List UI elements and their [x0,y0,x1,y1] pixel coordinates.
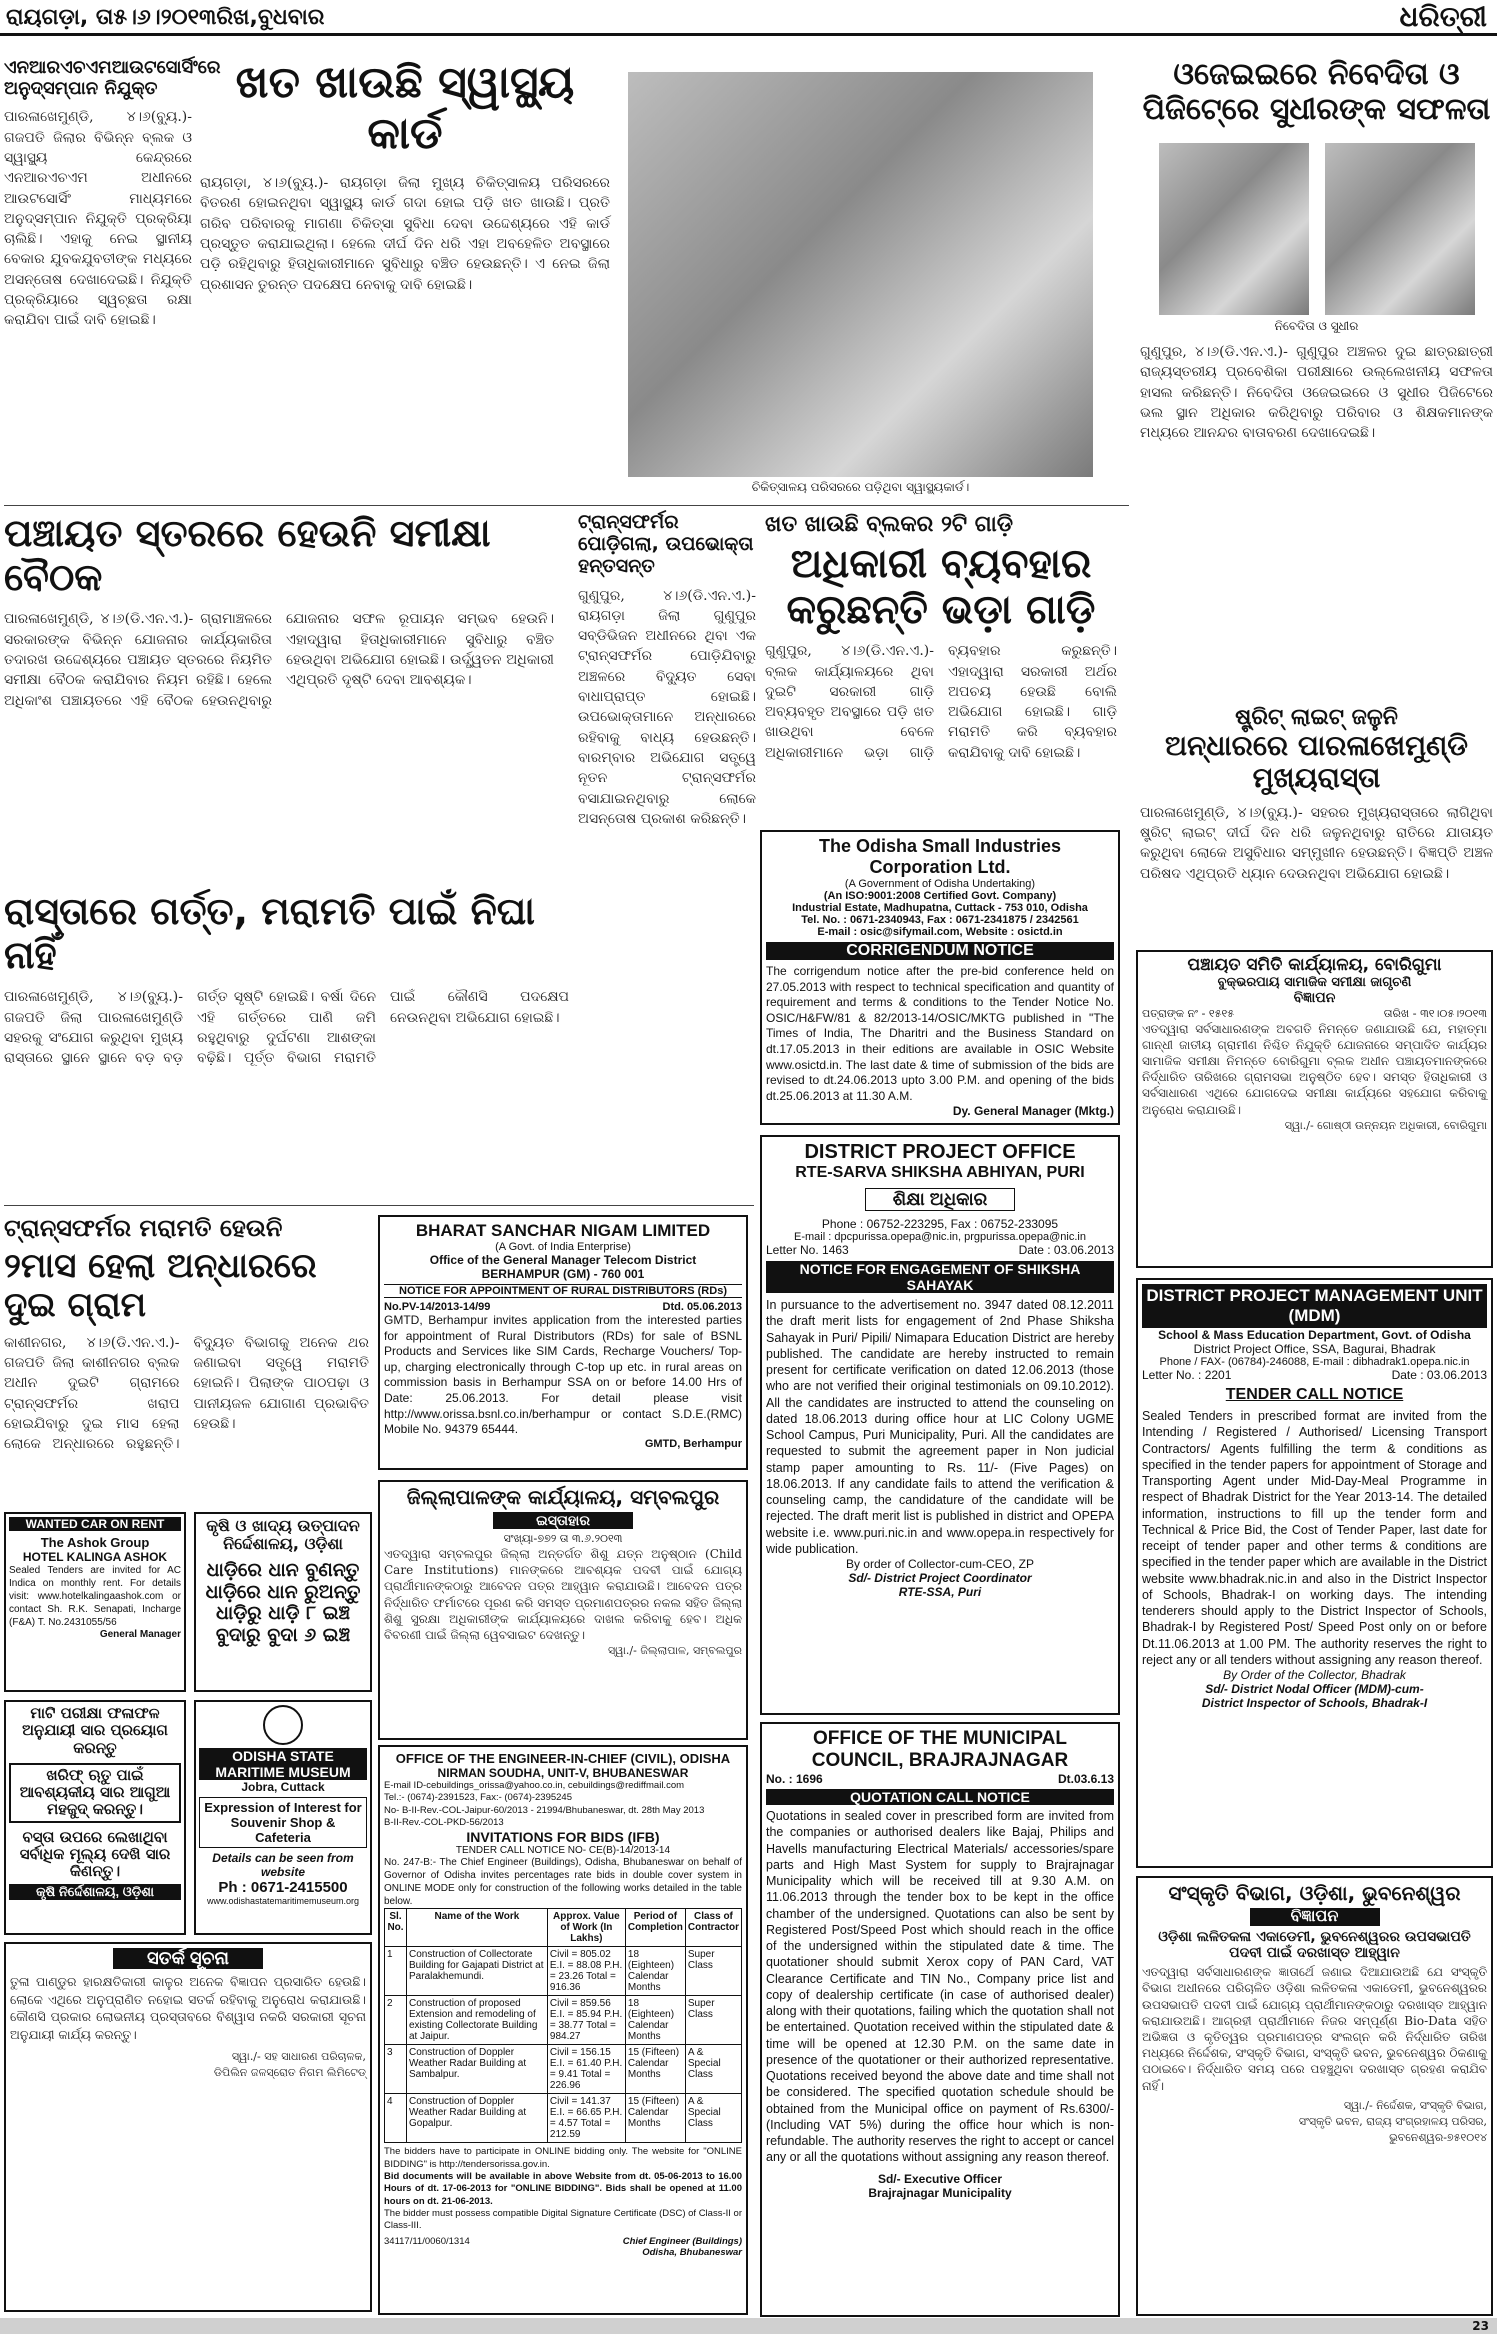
osic-title: The Odisha Small Industries Corporation Ltd. [818,836,1062,877]
ad-sambalpur [378,1480,748,1740]
health-card-caption: ଚିକିତ୍ସାଳୟ ପରିସରରେ ପଡ଼ିଥିବା ସ୍ୱାସ୍ଥ୍ୟକାର୍ଡ। [751,480,970,494]
mdm-body: Sealed Tenders in prescribed format are invited from the Intending / Registered / Authorised/ Licensing Transport Contractors/ Agents fulfilling the term & conditions as specified in the tender papers for appointment of Storage and Transporting Agent under Mid-Day-Meal Programme in respect of Bhadrak District for the Year 2013-14. The detailed information, instructions to fill up the tender form and Technical & Price Bid, the Cost of Tender Paper, last date for receipt of tender paper and other terms & conditions are specified in the tender paper which are available in the District website www.bhadrak.nic.in and also in the District Inspector of Schools, Bhadrak-I on working days. The intending tenderers should apply to the District Inspector of Schools, Bhadrak-I by Registered Post/ Speed Post only on or before Dt.11.06.2013 at 1.00 PM. The authority reserves the right to reject any or all tenders without assigning any reason thereof. [1142,1409,1487,1667]
mdm-date: Date : 03.06.2013 [1391,1368,1487,1382]
eic-sign1: Chief Engineer (Buildings) [622,2235,742,2247]
ad-agri [194,1512,372,1692]
mdm-title: DISTRICT PROJECT MANAGEMENT UNIT (MDM) [1142,1284,1487,1328]
table-cell: A & Special Class [685,2045,741,2094]
table-cell: Construction of Doppler Weather Radar Building at Gopalpur. [407,2094,548,2143]
sambalpur-body: ଏତଦ୍ୱାରା ସମ୍ବଲପୁର ଜିଲ୍ଲା ଅନ୍ତର୍ଗତ ଶିଶୁ ଯତ୍ନ ଅନୁଷ୍ଠାନ (Child Care Institutions) ମାନଙ୍କରେ ଆବଶ୍ୟକ ପଦବୀ ପାଇଁ ଯୋଗ୍ୟ ପ୍ରାର୍ଥୀମାନଙ୍କଠାରୁ ଆବେଦନ ପତ୍ର ଆହ୍ୱାନ କରାଯାଉଛି। ଆବେଦନ ପତ୍ର ନିର୍ଦ୍ଧାରିତ ଫର୍ମାଟରେ ପୂରଣ କରି ସମସ୍ତ ପ୍ରମାଣପତ୍ରର ନକଲ ସହିତ ଜିଲ୍ଲା ଶିଶୁ ସୁରକ୍ଷା ଅଧିକାରୀଙ୍କ କାର୍ଯ୍ୟାଳୟରେ ଦାଖଲ କରିବାକୁ ହେବ। ଅଧିକ ବିବରଣୀ ପାଇଁ ଜିଲ୍ଲା ୱେବସାଇଟ ଦେଖନ୍ତୁ। [384,1547,742,1642]
story-block-car-body: ଗୁଣୁପୁର, ୪।୬(ଡି.ଏନ.ଏ.)- ବ୍ଲକ କାର୍ଯ୍ୟାଳୟରେ ଥିବା ଦୁଇଟି ସରକାରୀ ଗାଡ଼ି ଅବ୍ୟବହୃତ ଅବସ୍ଥାରେ ପଡ଼ି ଖତ ଖାଉଥିବା ବେଳେ ଅଧିକାରୀମାନେ ଭଡ଼ା ଗାଡ଼ି ବ୍ୟବହାର କରୁଛନ୍ତି। ଏହାଦ୍ୱାରା ସରକାରୀ ଅର୍ଥର ଅପଚୟ ହେଉଛି ବୋଲି ଅଭିଯୋଗ ହୋଇଛି। ଗାଡ଼ି ମରାମତି କରି ବ୍ୟବହାର କରାଯିବାକୁ ଦାବି ହୋଇଛି। [765,643,1117,761]
car-body: Sealed Tenders are invited for AC Indica on monthly rent. For details visit: www.hotelkalingaashok.com or contact Sh. R.K. Senapati, Incharge (F&A) T. No.2431055/56 [9,1565,181,1628]
boriguma-label: ବିଜ୍ଞାପନ [1293,990,1336,1007]
story-transformer-headline: ଟ୍ରାନ୍ସଫର୍ମର ପୋଡ଼ିଗଲା, ଉପଭୋକ୍ତା ହନ୍ତସନ୍ତ [578,511,754,577]
eic-code: 34117/11/0060/1314 [384,2235,470,2247]
soil-line1: ଖରିଫ୍ ଋତୁ ପାଇଁ ଆବଶ୍ୟକୀୟ ସାର ଆଗୁଆ ମହଜୁଦ୍ କରନ୍ତୁ। [9,1763,181,1823]
osic-sub1: (A Government of Odisha Undertaking) [844,878,1036,890]
boriguma-date: ତାରିଖ - ୩୧।୦୫।୨୦୧୩ [1383,1006,1487,1020]
municipal-body: Quotations in sealed cover in prescribed form are invited from the companies or authorised dealers like Bajaj, Philips and Havells manufacturing Electrical Materials/ accessories/spare parts and High Mast System for supply to Brajrajnagar Municipality which will be received till at 9.30 A.M. on 11.06.2013 through the tender box to be kept in the office chamber of the undersigned. Quotations can also be sent by Registered Post/Speed Post which should reach in the office of the undersigned within the stipulated date & time. The quotationer should submit Xerox copy of PAN Card, VAT Clearance Certificate and TIN No., Company price list and copy of dealership certificate (in case of authorised dealer) along with their quotations, failing which the quotation shall not be entertained. Quotation received within the stipulated date & time will be opened at 12.30 P.M. on the same date in presence of the quotationer or their authorized representative. Quotations received beyond the above date and time shall not be considered. The specified quotation schedule should be obtained from the Municipal office on payment of Rs.6300/- (Including VAT 5%) during the office hour which is non-refundable. The authority reserves the right to accept or cancel any or all the quotations without assigning any reason thereof. [766,1809,1114,2165]
museum-eoi: Expression of Interest for Souvenir Shop & Cafeteria [199,1797,367,1848]
eic-tel: Tel.:- (0674)-2391523, Fax:- (0674)-2395245 [384,1792,573,1804]
dpo-email: E-mail : dpcpurissa.opepa@nic.in, prgpurissa.opepa@nic.in [794,1231,1086,1243]
ad-dpo-puri [760,1135,1120,1715]
mdm-dept: School & Mass Education Department, Govt. of Odisha [1158,1328,1471,1342]
boriguma-sub: ବୁକ୍‌ଭରପାୟ ସାମାଜିକ ସମୀକ୍ଷା ଜାଗୃଚଣି [1217,974,1412,990]
sambalpur-title: ଜିଲ୍ଲାପାଳଙ୍କ କାର୍ଯ୍ୟାଳୟ, ସମ୍ବଲପୁର [406,1485,720,1509]
table-cell: 18 (Eighteen) Calendar Months [625,1947,685,1996]
museum-title: ODISHA STATE MARITIME MUSEUM [199,1748,367,1780]
story-village-body: କାଶୀନଗର, ୪।୬(ଡି.ଏନ.ଏ.)- ଗଜପତି ଜିଲା କାଶୀନଗର ବ୍ଲକ ଅଧୀନ ଦୁଇଟି ଗ୍ରାମରେ ଟ୍ରାନ୍ସଫର୍ମର ଖରାପ ହୋଇଯିବାରୁ ଦୁଇ ମାସ ହେଲା ଲୋକେ ଅନ୍ଧାରରେ ରହୁଛନ୍ତି। ବିଦ୍ୟୁତ ବିଭାଗକୁ ଅନେକ ଥର ଜଣାଇବା ସତ୍ତ୍ୱେ ମରାମତି ହୋଇନି। ପିଲାଙ୍କ ପାଠପଢ଼ା ଓ ପାନୀୟଜଳ ଯୋଗାଣ ପ୍ରଭାବିତ ହେଉଛି। [4,1334,369,1453]
museum-place: Jobra, Cuttack [241,1780,325,1794]
eic-ref2: B-II-Rev.-COL-PKD-56/2013 [384,1817,504,1829]
students-caption: ନିବେଦିତା ଓ ସୁଧୀର [1274,319,1359,333]
story-nrhm-headline: ଏନଆରଏଚଏମଆଉଟସୋର୍ସିଂରେ ଅନୁଦ୍‌ସମ୍ପାନ ନିଯୁକ୍ତ [4,57,221,99]
soil-line2: ବସ୍ତା ଉପରେ ଲେଖାଥିବା ସର୍ବାଧିକ ମୂଲ୍ୟ ଦେଖି ସାର କିଣନ୍ତୁ। [19,1827,171,1880]
table-row [385,1947,742,1996]
caution-headline: ସତର୍କ ସୂଚନା [113,1948,263,1969]
story-ojee [1140,58,1493,698]
dateline: ରାୟଗଡ଼ା, ତା୫।୬।୨୦୧୩ରିଖ,ବୁଧବାର [6,5,325,30]
ad-boriguma [1136,950,1493,1268]
ad-osic [760,830,1120,1125]
osic-tel: Tel. No. : 0671-2340943, Fax : 0671-2341875 / 2342561 [801,914,1079,926]
boriguma-ref: ପତ୍ରାଙ୍କ ନଂ - ୧୫୧୫ [1142,1006,1235,1020]
bsnl-body: GMTD, Berhampur invites application from the interested parties for appointment of Rural Distributors (RDs) for sale of BSNL Products and Services like SIM Cards, Recharge Vouchers/ Top-up, charging electronically through C-top up etc. in rural areas on commission basis in Berhampur SSA on or before 14.00 Hrs of Date: 25.06.2013. For detail please visit http://www.orissa.bsnl.co.in/berhampur or contact S.D.E.(RMC) Mobile No. 94379 65444. [384,1313,742,1437]
ad-culture [1136,1876,1493,2316]
table-cell: Super Class [685,1996,741,2045]
municipal-date: Dt.03.6.13 [1057,1772,1114,1786]
page-number: 23 [1472,2319,1489,2333]
soil-headline: ମାଟି ପରୀକ୍ଷା ଫଳାଫଳ ଅନୁଯାୟୀ ସାର ପ୍ରୟୋଗ କରନ୍ତୁ [22,1704,168,1757]
table-row [385,1996,742,2045]
osic-notice-title: CORRIGENDUM NOTICE [766,942,1114,960]
culture-label: ବିଜ୍ଞାପନ [1250,1908,1380,1926]
boriguma-body: ଏତଦ୍ୱାରା ସର୍ବସାଧାରଣଙ୍କ ଅବଗତି ନିମନ୍ତେ ଜଣାଯାଉଛି ଯେ, ମହାତ୍ମା ଗାନ୍ଧୀ ଜାତୀୟ ଗ୍ରାମୀଣ ନିଶ୍ଚିତ ନିଯୁକ୍ତି ଯୋଜନାରେ ସମ୍ପାଦିତ କାର୍ଯ୍ୟର ସାମାଜିକ ସମୀକ୍ଷା ନିମନ୍ତେ ବୋରିଗୁମା ବ୍ଲକ ଅଧୀନ ପଞ୍ଚାୟତମାନଙ୍କରେ ନିର୍ଦ୍ଧାରିତ ତାରିଖରେ ଗ୍ରାମସଭା ଅନୁଷ୍ଠିତ ହେବ। ସମସ୍ତ ହିତାଧିକାରୀ ଓ ସର୍ବସାଧାରଣ ଏଥିରେ ଯୋଗଦେଇ ସମୀକ୍ଷା କାର୍ଯ୍ୟରେ ସହଯୋଗ କରିବାକୁ ଅନୁରୋଧ କରାଯାଉଛି। [1142,1021,1487,1117]
mdm-letter: Letter No. : 2201 [1142,1368,1232,1382]
osic-address: Industrial Estate, Madhupatna, Cuttack - 753 010, Odisha [792,902,1088,914]
caution-sign1: ସ୍ୱା./- ସହ ସାଧାରଣ ପରିଚାଳକ, [231,2050,366,2063]
museum-phone: Ph : 0671-2415500 [218,1879,348,1896]
caution-sign2: ଡିପିଲିନ ଜଳସ୍ରୋତ ନିଗମ ଲିମିଟେଡ୍ [213,2065,366,2079]
municipal-sign1: Sd/- Executive Officer [877,2171,1003,2186]
agri-body: ଧାଡ଼ିରେ ଧାନ ବୁଣନ୍ତୁ ଧାଡ଼ିରେ ଧାନ ରୁଅନ୍ତୁ ଧାଡ଼ିରୁ ଧାଡ଼ି ୮ ଇଞ୍ଚ ବୁଦାରୁ ବୁଦା ୬ ଇଞ୍ଚ [205,1558,361,1647]
dpo-order: By order of Collector-cum-CEO, ZP [845,1557,1035,1571]
story-streetlight-headline: ଅନ୍ଧାରରେ ପାରଳାଖେମୁଣ୍ଡି ମୁଖ୍ୟରାସ୍ତା [1164,729,1469,795]
story-road-headline: ରାସ୍ତାରେ ଗର୍ତ୍ତ, ମରାମତି ପାଇଁ ନିଘା ନାହିଁ [4,889,535,977]
car-title: WANTED CAR ON RENT [9,1517,181,1531]
soil-footer: କୃଷି ନିର୍ଦ୍ଦେଶାଳୟ, ଓଡ଼ିଶା [9,1884,181,1900]
health-card-photo [628,72,1093,477]
story-ojee-body: ଗୁଣୁପୁର, ୪।୬(ଡି.ଏନ.ଏ.)- ଗୁଣୁପୁର ଅଞ୍ଚଳର ଦୁଇ ଛାତ୍ରଛାତ୍ରୀ ରାଜ୍ୟସ୍ତରୀୟ ପ୍ରବେଶିକା ପରୀକ୍ଷାରେ ଉଲ୍ଲେଖନୀୟ ସଫଳତା ହାସଲ କରିଛନ୍ତି। ନିବେଦିତା ଓଜେଇଇରେ ଓ ସୁଧୀର ପିଜିଟେରେ ଭଲ ସ୍ଥାନ ଅଧିକାର କରିଥିବାରୁ ପରିବାର ଓ ଶିକ୍ଷକମାନଙ୍କ ମଧ୍ୟରେ ଆନନ୍ଦର ବାତାବରଣ ଦେଖାଦେଇଛି। [1140,344,1493,442]
eic-col-header: Approx. Value of Work (In Lakhs) [547,1909,625,1947]
municipal-title: OFFICE OF THE MUNICIPAL COUNCIL, BRAJRAJNAGAR [811,1728,1069,1771]
caution-body: ତୁଳା ପାଣ୍ଡୁର ହାରକ୍ଷତିକାରୀ କାଳୁର ଅନେକ ବିଜ୍ଞାପନ ପ୍ରସାରିତ ହେଉଛି। ଲୋକେ ଏଥିରେ ଅନୁପ୍ରାଣିତ ନହୋଇ ସତର୍କ ରହିବାକୁ ଅନୁରୋଧ କରାଯାଉଛି। କୌଣସି ପ୍ରକାର ଲୋଭନୀୟ ପ୍ରସ୍ତାବରେ ବିଶ୍ୱାସ ନକରି ସରକାରୀ ସୂଚନା ଅନୁଯାୟୀ କାର୍ଯ୍ୟ କରନ୍ତୁ। [10,1974,366,2042]
dpo-title2: RTE-SARVA SHIKSHA ABHIYAN, PURI [795,1164,1085,1181]
sambalpur-sub: ଇସ୍ତାହାର [493,1512,633,1529]
dpo-body: In pursuance to the advertisement no. 3947 dated 08.12.2011 the draft merit lists for engagement of 2nd Phase Shiksha Sahayak in Puri/ Pipili/ Nimapara Education District are hereby published. The candidate are hereby instructed to remain present for certificate verification on dated 12.06.2013 (those who are not verified their original testimonials on 09.10.2012). All the candidates are instructed to attend the counseling on dated 18.06.2013 during office hour at LIC Colony UGME School Campus, Puri Municipality, Puri. All the candidates are requested to submit the agreement paper in Non judicial stamp paper amounting to Rs. 11/- (Five Pages) on 18.06.2013. If any candidate fails to attend the verification & counseling camp, the candidature of the candidate will be rejected. The draft merit list is published in district and OPEPA website i.e. www.puri.nic.in and www.opepa.in respectively for wide publication. [766,1298,1114,1556]
story-lead-headline: ଖତ ଖାଉଛି ସ୍ୱାସ୍ଥ୍ୟ କାର୍ଡ [235,57,575,159]
story-streetlight [1140,705,1493,945]
sudhir-photo [1325,143,1475,315]
museum-emblem-icon [263,1705,303,1745]
dpo-title1: DISTRICT PROJECT OFFICE [804,1141,1076,1163]
car-brand: The Ashok Group [40,1535,150,1550]
table-row [385,2045,742,2094]
culture-sign1: ସ୍ୱା./- ନିର୍ଦ୍ଦେଶକ, ସଂସ୍କୃତି ବିଭାଗ, [1343,2098,1487,2112]
ad-engineer-in-chief [378,1745,748,2315]
table-cell: A & Special Class [685,2094,741,2143]
culture-title: ସଂସ୍କୃତି ବିଭାଗ, ଓଡ଼ିଶା, ଭୁବନେଶ୍ୱର [1168,1881,1461,1905]
sambalpur-sign: ସ୍ୱା./- ଜିଲ୍ଲାପାଳ, ସମ୍ବଲପୁର [607,1644,742,1658]
story-block-car-headline: ଅଧିକାରୀ ବ୍ୟବହାର କରୁଛନ୍ତି ଭଡ଼ା ଗାଡ଼ି [786,541,1096,634]
table-cell: Construction of Collectorate Building for Gajapati District at Paralakhemundi. [407,1947,548,1996]
mdm-sign2: District Inspector of Schools, Bhadrak-I [1201,1696,1428,1710]
table-cell: Super Class [685,1947,741,1996]
story-block-car [765,512,1117,812]
table-cell: Civil = 805.02 E.I. = 88.08 P.H. = 23.26 Total = 916.36 [547,1947,625,1996]
mdm-order: By Order of the Collector, Bhadrak [1223,1668,1406,1682]
table-cell: 3 [385,2045,407,2094]
eic-title2: NIRMAN SOUDHA, UNIT-V, BHUBANESWAR [437,1766,689,1780]
dpo-date: Date : 03.06.2013 [1018,1243,1114,1257]
story-road-body: ପାରଳାଖେମୁଣ୍ଡି, ୪।୬(ବ୍ୟୁ.)- ଗଜପତି ଜିଲା ପାରଳାଖେମୁଣ୍ଡି ସହରକୁ ସଂଯୋଗ କରୁଥିବା ମୁଖ୍ୟ ରାସ୍ତାରେ ସ୍ଥାନେ ସ୍ଥାନେ ବଡ଼ ବଡ଼ ଗର୍ତ୍ତ ସୃଷ୍ଟି ହୋଇଛି। ବର୍ଷା ଦିନେ ଏହି ଗର୍ତ୍ତରେ ପାଣି ଜମି ରହୁଥିବାରୁ ଦୁର୍ଘଟଣା ଆଶଙ୍କା ବଢ଼ିଛି। ପୂର୍ତ୍ତ ବିଭାଗ ମରାମତି ପାଇଁ କୌଣସି ପଦକ୍ଷେପ ନେଉନଥିବା ଅଭିଯୋଗ ହୋଇଛି। [4,989,569,1067]
table-cell: 15 (Fifteen) Calendar Months [625,2045,685,2094]
table-cell: 4 [385,2094,407,2143]
table-cell: Construction of proposed Extension and remodeling of existing Collectorate Building at Jaipur. [407,1996,548,2045]
table-cell: Civil = 156.15 E.I. = 61.40 P.H. = 9.41 Total = 226.96 [547,2045,625,2094]
story-village-headline: ୨ମାସ ହେଲା ଅନ୍ଧାରରେ ଦୁଇ ଗ୍ରାମ [4,1245,317,1325]
eic-bids-header-row [385,1909,742,1947]
eic-title1: OFFICE OF THE ENGINEER-IN-CHIEF (CIVIL), ODISHA [395,1751,731,1766]
ad-municipal [760,1722,1120,2317]
ad-mdm [1136,1278,1493,1868]
eic-ref1: No- B-II-Rev.-COL-Jaipur-60/2013 - 21994/Bhubaneswar, dt. 28th May 2013 [384,1804,705,1816]
mdm-office: District Project Office, SSA, Bagurai, Bhadrak [1193,1342,1436,1356]
municipal-notice: QUOTATION CALL NOTICE [766,1789,1114,1805]
ad-soil [4,1700,186,1935]
bsnl-city: BERHAMPUR (GM) - 760 001 [481,1267,645,1281]
table-cell: 15 (Fifteen) Calendar Months [625,2094,685,2143]
culture-sub: ଓଡ଼ିଶା ଲଳିତକଳା ଏକାଡେମୀ, ଭୁବନେଶ୍ୱରର ଉପସଭାପତି ପଦବୀ ପାଇଁ ଦରଖାସ୍ତ ଆହ୍ୱାନ [1158,1929,1471,1962]
story-village-kicker: ଟ୍ରାନ୍ସଫର୍ମର ମରାମତି ହେଉନି [4,1214,283,1242]
dpo-sign1: Sd/- District Project Coordinator [848,1571,1032,1585]
mdm-sign1: Sd/- District Nodal Officer (MDM)-cum- [1205,1682,1424,1696]
story-village [4,1215,369,1505]
notice-caution [4,1942,372,2312]
osic-sub2: (An ISO:9001:2008 Certified Govt. Company) [823,890,1057,902]
eic-tcn: TENDER CALL NOTICE NO- CE(B)-14/2013-14 [455,1845,671,1857]
sambalpur-ref: ସଂଖ୍ୟା-୭୭୨ ତା ୩.୬.୨୦୧୩ [503,1532,623,1545]
dpo-notice: NOTICE FOR ENGAGEMENT OF SHIKSHA SAHAYAK [766,1261,1114,1293]
culture-sign3: ଭୁବନେଶ୍ୱର-୭୫୧୦୧୪ [1389,2130,1487,2144]
story-road [4,890,569,1195]
eic-email: E-mail ID-cebuildings_orissa@yahoo.co.in, cebuildings@rediffmail.com [384,1780,685,1791]
culture-body: ଏତଦ୍ୱାରା ସର୍ବସାଧାରଣଙ୍କ ଜ୍ଞାତାର୍ଥେ ଜଣାଇ ଦିଆଯାଉଅଛି ଯେ ସଂସ୍କୃତି ବିଭାଗ ଅଧୀନରେ ପରିଚାଳିତ ଓଡ଼ିଶା ଲଳିତକଳା ଏକାଡେମୀ, ଭୁବନେଶ୍ୱରର ଉପସଭାପତି ପଦବୀ ପାଇଁ ଯୋଗ୍ୟ ପ୍ରାର୍ଥୀମାନଙ୍କଠାରୁ ଦରଖାସ୍ତ ଆହ୍ୱାନ କରାଯାଉଅଛି। ଆଗ୍ରହୀ ପ୍ରାର୍ଥୀମାନେ ନିଜର ସମ୍ପୂର୍ଣ୍ଣ Bio-Data ସହିତ ଅଭିଜ୍ଞତା ଓ କୃତିତ୍ୱର ପ୍ରମାଣପତ୍ର ସଂଲଗ୍ନ କରି ନିର୍ଦ୍ଧାରିତ ତାରିଖ ମଧ୍ୟରେ ନିର୍ଦ୍ଦେଶକ, ସଂସ୍କୃତି ବିଭାଗ, ସଂସ୍କୃତି ଭବନ, ଭୁବନେଶ୍ୱର ଠିକଣାକୁ ପଠାଇବେ। ନିର୍ଦ୍ଧାରିତ ସମୟ ପରେ ପହଞ୍ଚୁଥିବା ଦରଖାସ୍ତ ଗ୍ରହଣ କରାଯିବ ନାହିଁ। [1142,1965,1487,2093]
page-header [0,0,1497,36]
dpo-logo: ଶିକ୍ଷା ଅଧିକାର [865,1188,1015,1211]
table-cell: Construction of Doppler Weather Radar Building at Sambalpur. [407,2045,548,2094]
ad-bsnl [378,1215,748,1470]
story-panchayat [4,512,554,877]
story-panchayat-body: ପାରଳାଖେମୁଣ୍ଡି, ୪।୬(ଡି.ଏନ.ଏ.)- ଗ୍ରାମାଞ୍ଚଳରେ ସରକାରଙ୍କ ବିଭିନ୍ନ ଯୋଜନାର କାର୍ଯ୍ୟକାରିତା ତଦାରଖ ଉଦ୍ଦେଶ୍ୟରେ ପଞ୍ଚାୟତ ସ୍ତରରେ ନିୟମିତ ସମୀକ୍ଷା ବୈଠକ କରାଯିବାର ନିୟମ ରହିଛି। ହେଲେ ଅଧିକାଂଶ ପଞ୍ଚାୟତରେ ଏହି ବୈଠକ ହେଉନଥିବାରୁ ଯୋଜନାର ସଫଳ ରୂପାୟନ ସମ୍ଭବ ହେଉନି। ଏହାଦ୍ୱାରା ହିତାଧିକାରୀମାନେ ସୁବିଧାରୁ ବଞ୍ଚିତ ହେଉଥିବା ଅଭିଯୋଗ ହୋଇଛି। ଉର୍ଦ୍ଧ୍ୱତନ ଅଧିକାରୀ ଏଥିପ୍ରତି ଦୃଷ୍ଟି ଦେବା ଆବଶ୍ୟକ। [4,611,554,709]
eic-footer1: The bidders have to participate in ONLINE bidding only. The website for "ONLINE BIDDING" is http://tendersorissa.gov.in. [384,2146,742,2170]
mdm-phone: Phone / FAX- (06784)-246088, E-mail : dibhadrak1.opepa.nic.in [1159,1356,1470,1368]
table-cell: Civil = 859.56 E.I. = 85.94 P.H. = 38.77 Total = 984.27 [547,1996,625,2045]
car-sign: General Manager [99,1629,181,1640]
osic-email: E-mail : osic@sifymail.com, Website : osictd.in [817,926,1063,938]
municipal-no: No. : 1696 [766,1772,823,1786]
eic-footer3: The bidder must possess compatible Digital Signature Certificate (DSC) of Class-II or Class-III. [384,2208,742,2232]
table-cell: Civil = 141.37 E.I. = 66.65 P.H. = 4.57 Total = 212.59 [547,2094,625,2143]
bsnl-sign: GMTD, Berhampur [644,1437,742,1450]
dpo-phone: Phone : 06752-223295, Fax : 06752-233095 [821,1217,1059,1231]
eic-notice: INVITATIONS FOR BIDS (IFB) [466,1829,660,1846]
bsnl-sub: (A Govt. of India Enterprise) [495,1241,631,1253]
table-cell: 1 [385,1947,407,1996]
bsnl-notice: NOTICE FOR APPOINTMENT OF RURAL DISTRIBUTORS (RDs) [384,1284,742,1298]
story-nrhm [4,57,221,498]
eic-col-header: Class of Contractor [685,1909,741,1947]
ad-museum [194,1700,372,1935]
story-streetlight-body: ପାରଳାଖେମୁଣ୍ଡି, ୪।୬(ବ୍ୟୁ.)- ସହରର ମୁଖ୍ୟରାସ୍ତାରେ ଲାଗିଥିବା ଷ୍ଟ୍ରିଟ୍ ଲାଇଟ୍ ଦୀର୍ଘ ଦିନ ଧରି ଜଳୁନଥିବାରୁ ରାତିରେ ଯାତାୟତ କରୁଥିବା ଲୋକେ ଅସୁବିଧାର ସମ୍ମୁଖୀନ ହେଉଛନ୍ତି। ବିଜ୍ଞପ୍ତି ଅଞ୍ଚଳ ପରିଷଦ ଏଥିପ୍ରତି ଧ୍ୟାନ ଦେଉନଥିବା ଅଭିଯୋଗ ହୋଇଛି। [1140,804,1493,882]
eic-col-header: Period of Completion [625,1909,685,1947]
museum-details: Details can be seen from website [212,1851,354,1879]
municipal-sign2: Brajrajnagar Municipality [868,2185,1012,2200]
story-transformer-body: ଗୁଣୁପୁର, ୪।୬(ଡି.ଏନ.ଏ.)- ରାୟଗଡ଼ା ଜିଲା ଗୁଣୁପୁର ସବ୍‌ଡିଭିଜନ ଅଧୀନରେ ଥିବା ଏକ ଟ୍ରାନ୍ସଫର୍ମର ପୋଡ଼ିଯିବାରୁ ଅଞ୍ଚଳରେ ବିଦ୍ୟୁତ ସେବା ବାଧାପ୍ରାପ୍ତ ହୋଇଛି। ଉପଭୋକ୍ତାମାନେ ଅନ୍ଧାରରେ ରହିବାକୁ ବାଧ୍ୟ ହେଉଛନ୍ତି। ବାରମ୍ବାର ଅଭିଯୋଗ ସତ୍ତ୍ୱେ ନୂତନ ଟ୍ରାନ୍ସଫର୍ମର ବସାଯାଇନଥିବାରୁ ଲୋକେ ଅସନ୍ତୋଷ ପ୍ରକାଶ କରିଛନ୍ତି। [578,587,756,827]
eic-intro: No. 247-B:- The Chief Engineer (Buildings), Odisha, Bhubaneswar on behalf of Governor of Odisha invites percentages rate bids in double cover system in ONLINE MODE only for construction of the following works detailed in the table below. [384,1857,742,1908]
eic-col-header: Name of the Work [407,1909,548,1947]
nibedita-photo [1159,143,1309,315]
table-row [385,2094,742,2143]
culture-sign2: ସଂସ୍କୃତି ଭବନ, ରାଜ୍ୟ ସଂଗ୍ରହାଳୟ ପରିସର, [1298,2114,1487,2128]
eic-sign2: Odisha, Bhubaneswar [642,2246,742,2258]
dpo-letter: Letter No. 1463 [766,1243,849,1257]
bsnl-office: Office of the General Manager Telecom District [429,1253,697,1267]
story-panchayat-headline: ପଞ୍ଚାୟତ ସ୍ତରରେ ହେଉନି ସମୀକ୍ଷା ବୈଠକ [4,511,491,599]
agri-title: କୃଷି ଓ ଖାଦ୍ୟ ଉତ୍ପାଦନ ନିର୍ଦ୍ଦେଶାଳୟ, ଓଡ଼ିଶା [206,1516,360,1554]
car-hotel: HOTEL KALINGA ASHOK [22,1550,168,1564]
story-lead-body: ରାୟଗଡ଼ା, ୪।୬(ବ୍ୟୁ.)- ରାୟଗଡ଼ା ଜିଲା ମୁଖ୍ୟ ଚିକିତ୍ସାଳୟ ପରିସରରେ ବିତରଣ ହୋଇନଥିବା ସ୍ୱାସ୍ଥ୍ୟ କାର୍ଡ ଗଦା ହୋଇ ପଡ଼ି ଖତ ଖାଉଛି। ପ୍ରତି ଗରିବ ପରିବାରକୁ ମାଗଣା ଚିକିତ୍ସା ସୁବିଧା ଦେବା ଉଦ୍ଦେଶ୍ୟରେ ଏହି କାର୍ଡ ପ୍ରସ୍ତୁତ କରାଯାଇଥିଲା। ହେଲେ ଦୀର୍ଘ ଦିନ ଧରି ଏହା ଅବହେଳିତ ଅବସ୍ଥାରେ ପଡ଼ି ରହିଥିବାରୁ ହିତାଧିକାରୀମାନେ ସୁବିଧାରୁ ବଞ୍ଚିତ ହେଉଛନ୍ତି। ଏ ନେଇ ଜିଲା ପ୍ରଶାସନ ତୁରନ୍ତ ପଦକ୍ଷେପ ନେବାକୁ ଦାବି ହୋଇଛି। [200,175,610,293]
mdm-notice: TENDER CALL NOTICE [1225,1386,1404,1403]
osic-sign: Dy. General Manager (Mktg.) [952,1104,1114,1119]
museum-website: www.odishastatemaritimemuseum.org [206,1896,360,1906]
story-nrhm-body: ପାରଳାଖେମୁଣ୍ଡି, ୪।୬(ବ୍ୟୁ.)- ଗଜପତି ଜିଲାର ବିଭିନ୍ନ ବ୍ଲକ ଓ ସ୍ୱାସ୍ଥ୍ୟ କେନ୍ଦ୍ରରେ ଏନଆରଏଚଏମ ଅଧୀନରେ ଆଉଟସୋର୍ସିଂ ମାଧ୍ୟମରେ ଅନୁଦ୍‌ସମ୍ପାନ ନିଯୁକ୍ତି ପ୍ରକ୍ରିୟା ଚାଲିଛି। ଏହାକୁ ନେଇ ସ୍ଥାନୀୟ ବେକାର ଯୁବକଯୁବତୀଙ୍କ ମଧ୍ୟରେ ଅସନ୍ତୋଷ ଦେଖାଦେଇଛି। ନିଯୁକ୍ତି ପ୍ରକ୍ରିୟାରେ ସ୍ୱଚ୍ଛତା ରକ୍ଷା କରାଯିବା ପାଇଁ ଦାବି ହୋଇଛି। [4,109,192,329]
masthead-logo: ଧରିତ୍ରୀ [1399,0,1487,33]
bsnl-title: BHARAT SANCHAR NIGAM LIMITED [415,1221,711,1240]
ad-car-rent [4,1512,186,1692]
table-cell: 2 [385,1996,407,2045]
bsnl-ref: No.PV-14/2013-14/99 [384,1301,491,1313]
boriguma-sign: ସ୍ୱା./- ଗୋଷ୍ଠୀ ଉନ୍ନୟନ ଅଧିକାରୀ, ବୋରିଗୁମା [1284,1118,1487,1132]
story-block-car-kicker: ଖତ ଖାଉଛି ବ୍ଲକର ୨ଟି ଗାଡ଼ି [765,512,1014,537]
page-footer [0,2318,1497,2334]
story-ojee-headline: ଓଜେଇଇରେ ନିବେଦିତା ଓ ପିଜିଟେ୍‌ରେ ସୁଧୀରଙ୍କ ସଫଳତା [1142,57,1491,127]
boriguma-title: ପଞ୍ଚାୟତ ସମିତି କାର୍ଯ୍ୟାଳୟ, ବୋରିଗୁମା [1187,955,1442,975]
bsnl-date: Dtd. 05.06.2013 [662,1301,742,1313]
story-streetlight-kicker: ଷ୍ଟ୍ରିଟ୍ ଲାଇଟ୍ ଜଳୁନି [1235,705,1398,730]
dpo-sign2: RTE-SSA, Puri [898,1585,982,1599]
eic-bids-table [384,1908,742,2143]
story-lead [200,58,610,498]
osic-body: The corrigendum notice after the pre-bid conference held on 27.05.2013 with respect to technical specification and quantity of requirement and terms & conditions to the Tender Notice No. OSIC/H&FW/81 & 82/2013-14/OSIC/MKTG published in "The Times of India, The Dharitri and the Business Standard on dt.17.05.2013 in their editions are available in OSIC Website www.osictd.in. The last date & time of submission of the bids are revised to dt.24.06.2013 upto 3.00 P.M. and opening of the bids dt.25.06.2013 at 11.30 A.M. [766,964,1114,1103]
eic-footer2: Bid documents will be available in above Website from dt. 05-06-2013 to 16.00 Hours of dt. 17-06-2013 for "ONLINE BIDDING". Bids shall be opened at 11.00 hours on dt. 21-06-2013. [384,2171,742,2207]
table-cell: 18 (Eighteen) Calendar Months [625,1996,685,2045]
eic-col-header: Sl. No. [385,1909,407,1947]
